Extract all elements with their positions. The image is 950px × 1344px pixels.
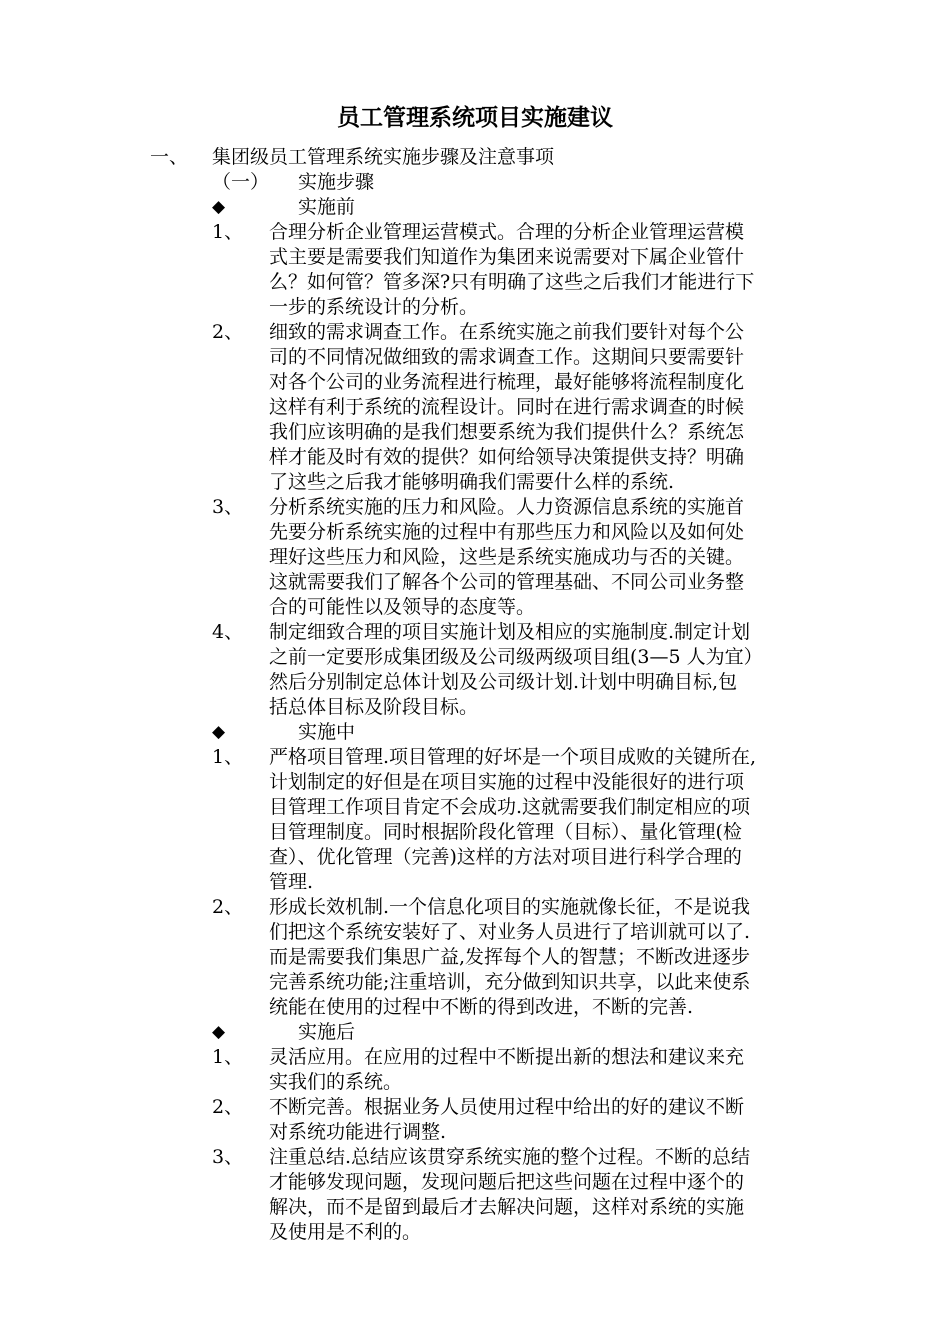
text-line: 细致的需求调查工作。在系统实施之前我们要针对每个公 bbox=[269, 321, 745, 343]
diamond-bullet-icon: ◆ bbox=[212, 722, 226, 742]
list-item-text bbox=[269, 895, 854, 1020]
list-item bbox=[212, 320, 862, 495]
text-line: 管理. bbox=[269, 871, 314, 893]
list-item-text bbox=[269, 1095, 854, 1145]
text-line: 对系统功能进行调整. bbox=[269, 1121, 447, 1143]
text-line: 统能在使用的过程中不断的得到改进，不断的完善. bbox=[269, 996, 694, 1018]
section-marker: 一、 bbox=[150, 146, 189, 168]
text-line: 注重总结.总结应该贯穿系统实施的整个过程。不断的总结 bbox=[269, 1146, 751, 1168]
phase-heading bbox=[212, 1020, 612, 1045]
list-item-number: 2、 bbox=[212, 1096, 244, 1118]
list-item bbox=[212, 1145, 862, 1245]
text-line: 之前一定要形成集团级及公司级两级项目组(3—5 人为宜） bbox=[269, 646, 763, 668]
list-item bbox=[212, 220, 862, 320]
text-line: 形成长效机制.一个信息化项目的实施就像长征，不是说我 bbox=[269, 896, 751, 918]
phase-heading bbox=[212, 720, 612, 745]
text-line: 制定细致合理的项目实施计划及相应的实施制度.制定计划 bbox=[269, 621, 751, 643]
text-line: 了这些之后我才能够明确我们需要什么样的系统. bbox=[269, 471, 675, 493]
list-item-number: 1、 bbox=[212, 746, 244, 768]
list-item bbox=[212, 745, 862, 895]
list-item-number: 1、 bbox=[212, 1046, 244, 1068]
text-line: 一步的系统设计的分析。 bbox=[269, 296, 479, 318]
list-item-number: 1、 bbox=[212, 221, 244, 243]
list-item-number: 2、 bbox=[212, 896, 244, 918]
text-line: 我们应该明确的是我们想要系统为我们提供什么？系统怎 bbox=[269, 421, 745, 443]
text-line: 么？如何管？管多深?只有明确了这些之后我们才能进行下 bbox=[269, 271, 755, 293]
phase-label: 实施前 bbox=[298, 196, 356, 218]
text-line: 理好这些压力和风险，这些是系统实施成功与否的关键。 bbox=[269, 546, 745, 568]
list-item-text bbox=[269, 220, 854, 320]
text-line: 计划制定的好但是在项目实施的过程中没能很好的进行项 bbox=[269, 771, 745, 793]
text-line: 才能够发现问题，发现问题后把这些问题在过程中逐个的 bbox=[269, 1171, 745, 1193]
phase-heading bbox=[212, 195, 612, 220]
text-line: 查）、优化管理（完善)这样的方法对项目进行科学合理的 bbox=[269, 846, 742, 868]
list-item bbox=[212, 895, 862, 1020]
diamond-bullet-icon: ◆ bbox=[212, 197, 226, 217]
text-line: 们把这个系统安装好了、对业务人员进行了培训就可以了. bbox=[269, 921, 751, 943]
text-line: 合理分析企业管理运营模式。合理的分析企业管理运营模 bbox=[269, 221, 745, 243]
text-line: 这样有利于系统的流程设计。同时在进行需求调查的时候 bbox=[269, 396, 745, 418]
text-line: 目管理制度。同时根据阶段化管理（目标）、量化管理(检 bbox=[269, 821, 742, 843]
text-line: 实我们的系统。 bbox=[269, 1071, 403, 1093]
section-heading: 集团级员工管理系统实施步骤及注意事项 bbox=[212, 146, 555, 168]
subsection-heading: 实施步骤 bbox=[298, 171, 375, 193]
text-line: 这就需要我们了解各个公司的管理基础、不同公司业务整 bbox=[269, 571, 745, 593]
text-line: 司的不同情况做细致的需求调查工作。这期间只要需要针 bbox=[269, 346, 745, 368]
list-item-text bbox=[269, 1045, 854, 1095]
list-item-text bbox=[269, 1145, 854, 1245]
list-item bbox=[212, 495, 862, 620]
subsection-marker: （一） bbox=[212, 171, 270, 193]
list-item-number: 2、 bbox=[212, 321, 244, 343]
list-item bbox=[212, 1045, 862, 1095]
text-line: 样才能及时有效的提供？如何给领导决策提供支持？明确 bbox=[269, 446, 745, 468]
text-line: 解决，而不是留到最后才去解决问题，这样对系统的实施 bbox=[269, 1196, 745, 1218]
diamond-bullet-icon: ◆ bbox=[212, 1022, 226, 1042]
list-item-text bbox=[269, 620, 854, 720]
list-item bbox=[212, 1095, 862, 1145]
text-line: 不断完善。根据业务人员使用过程中给出的好的建议不断 bbox=[269, 1096, 745, 1118]
list-item-text bbox=[269, 745, 854, 895]
list-item-text bbox=[269, 495, 854, 620]
text-line: 及使用是不利的。 bbox=[269, 1221, 422, 1243]
text-line: 合的可能性以及领导的态度等。 bbox=[269, 596, 536, 618]
text-line: 然后分别制定总体计划及公司级计划.计划中明确目标,包 bbox=[269, 671, 738, 693]
text-line: 对各个公司的业务流程进行梳理，最好能够将流程制度化 bbox=[269, 371, 745, 393]
text-line: 而是需要我们集思广益,发挥每个人的智慧；不断改进逐步 bbox=[269, 946, 751, 968]
text-line: 严格项目管理.项目管理的好坏是一个项目成败的关键所在, bbox=[269, 746, 757, 768]
phase-label: 实施中 bbox=[298, 721, 356, 743]
list-item bbox=[212, 620, 862, 720]
list-item-number: 3、 bbox=[212, 496, 244, 518]
list-item-number: 4、 bbox=[212, 621, 244, 643]
text-line: 先要分析系统实施的过程中有那些压力和风险以及如何处 bbox=[269, 521, 745, 543]
text-line: 括总体目标及阶段目标。 bbox=[269, 696, 479, 718]
text-line: 式主要是需要我们知道作为集团来说需要对下属企业管什 bbox=[269, 246, 745, 268]
text-line: 完善系统功能;注重培训，充分做到知识共享，以此来使系 bbox=[269, 971, 751, 993]
document-title: 员工管理系统项目实施建议 bbox=[337, 105, 613, 131]
list-item-number: 3、 bbox=[212, 1146, 244, 1168]
text-line: 分析系统实施的压力和风险。人力资源信息系统的实施首 bbox=[269, 496, 745, 518]
text-line: 灵活应用。在应用的过程中不断提出新的想法和建议来充 bbox=[269, 1046, 745, 1068]
phase-label: 实施后 bbox=[298, 1021, 356, 1043]
list-item-text bbox=[269, 320, 854, 495]
text-line: 目管理工作项目肯定不会成功.这就需要我们制定相应的项 bbox=[269, 796, 751, 818]
